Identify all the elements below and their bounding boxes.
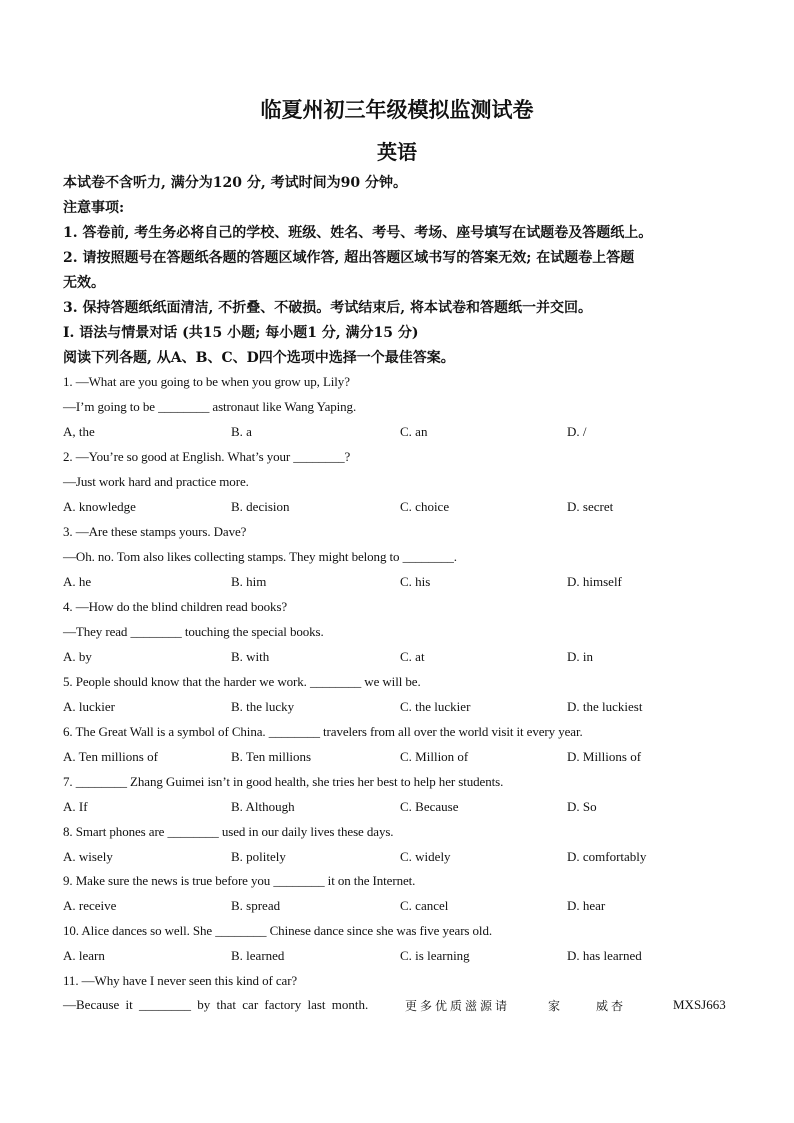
question-stem: —I’m going to be ________ astronaut like Wang Yaping. [63, 399, 357, 414]
option-b: B. Although [231, 799, 295, 814]
option-row [63, 499, 743, 517]
note-2-line-1: 2. 请按照题号在答题纸各题的答题区域作答, 超出答题区域书写的答案无效; 在试题卷上答题 [63, 250, 635, 266]
question-stem: —They read ________ touching the special books. [63, 624, 324, 639]
option-b: B. with [231, 649, 270, 664]
option-c: C. cancel [400, 898, 449, 913]
option-d: D. / [567, 424, 587, 439]
question-stem: 7. ________ Zhang Guimei isn’t in good health, she tries her best to help her students. [63, 774, 504, 789]
option-a: A. learn [63, 948, 105, 963]
question-stem: 1. —What are you going to be when you grow up, Lily? [63, 374, 350, 389]
option-row [63, 898, 743, 916]
option-b: B. him [231, 574, 267, 589]
question-stem: —Just work hard and practice more. [63, 474, 249, 489]
option-c: C. widely [400, 849, 451, 864]
option-c: C. Million of [400, 749, 469, 764]
option-row [63, 649, 743, 667]
option-d: D. himself [567, 574, 622, 589]
question-stem: 8. Smart phones are ________ used in our daily lives these days. [63, 824, 394, 839]
question-stem: 11. —Why have I never seen this kind of car? [63, 973, 298, 988]
option-row [63, 948, 743, 966]
question-stem: —Oh. no. Tom also likes collecting stamps. They might belong to ________. [63, 549, 457, 564]
question-stem: —Because it ________ by that car factory last month. [63, 997, 369, 1012]
option-row [63, 799, 743, 817]
option-d: D. in [567, 649, 593, 664]
option-d: D. Millions of [567, 749, 642, 764]
option-b: B. politely [231, 849, 286, 864]
question-stem: 3. —Are these stamps yours. Dave? [63, 524, 247, 539]
option-a: A. Ten millions of [63, 749, 158, 764]
option-c: C. the luckier [400, 699, 471, 714]
option-b: B. a [231, 424, 252, 439]
watermark-text-3: 威杏 [596, 999, 627, 1013]
section-direction: 阅读下列各题, 从A、B、C、D四个选项中选择一个最佳答案。 [63, 350, 455, 366]
option-a: A. knowledge [63, 499, 136, 514]
option-a: A. receive [63, 898, 117, 913]
option-b: B. spread [231, 898, 281, 913]
option-d: D. So [567, 799, 597, 814]
note-2-line-2: 无效。 [63, 275, 105, 291]
watermark-text: 更多优质滋源请 [405, 999, 511, 1013]
option-b: B. decision [231, 499, 290, 514]
note-1: 1. 答卷前, 考生务必将自己的学校、班级、姓名、考号、考场、座号填写在试题卷及答题纸上。 [63, 225, 653, 241]
option-c: C. an [400, 424, 428, 439]
option-b: B. Ten millions [231, 749, 312, 764]
option-d: D. the luckiest [567, 699, 643, 714]
option-row [63, 849, 743, 867]
question-stem: 5. People should know that the harder we work. ________ we will be. [63, 674, 421, 689]
option-c: C. his [400, 574, 431, 589]
note-3: 3. 保持答题纸纸面清洁, 不折叠、不破损。考试结束后, 将本试卷和答题纸一并交回。 [63, 300, 592, 316]
notes-title: 注意事项: [63, 200, 125, 216]
option-d: D. comfortably [567, 849, 647, 864]
option-c: C. is learning [400, 948, 470, 963]
option-c: C. at [400, 649, 425, 664]
option-a: A. he [63, 574, 92, 589]
option-row [63, 749, 743, 767]
option-b: B. learned [231, 948, 285, 963]
question-stem: 6. The Great Wall is a symbol of China. ________ travelers from all over the world visit it every year. [63, 724, 583, 739]
option-row [63, 574, 743, 592]
option-d: D. has learned [567, 948, 642, 963]
option-a: A. wisely [63, 849, 113, 864]
option-row [63, 424, 743, 442]
section-heading: I. 语法与情景对话 (共15 小题; 每小题1 分, 满分15 分) [63, 325, 419, 341]
exam-intro: 本试卷不含听力, 满分为120 分, 考试时间为90 分钟。 [63, 175, 407, 191]
question-stem: 10. Alice dances so well. She ________ Chinese dance since she was five years old. [63, 923, 492, 938]
option-a: A. by [63, 649, 92, 664]
option-a: A. If [63, 799, 88, 814]
question-stem: 2. —You’re so good at English. What’s your ________? [63, 449, 351, 464]
option-d: D. hear [567, 898, 606, 913]
option-b: B. the lucky [231, 699, 295, 714]
watermark-code: MXSJ663 [673, 997, 726, 1012]
subject-title: 英语 [377, 140, 417, 164]
option-d: D. secret [567, 499, 614, 514]
exam-title: 临夏州初三年级模拟监测试卷 [260, 97, 534, 122]
option-a: A. luckier [63, 699, 115, 714]
watermark-text-2: 家 [548, 999, 561, 1013]
question-stem: 9. Make sure the news is true before you ________ it on the Internet. [63, 873, 416, 888]
option-a: A, the [63, 424, 95, 439]
option-c: C. Because [400, 799, 459, 814]
option-row [63, 699, 743, 717]
question-stem: 4. —How do the blind children read books? [63, 599, 288, 614]
option-c: C. choice [400, 499, 450, 514]
